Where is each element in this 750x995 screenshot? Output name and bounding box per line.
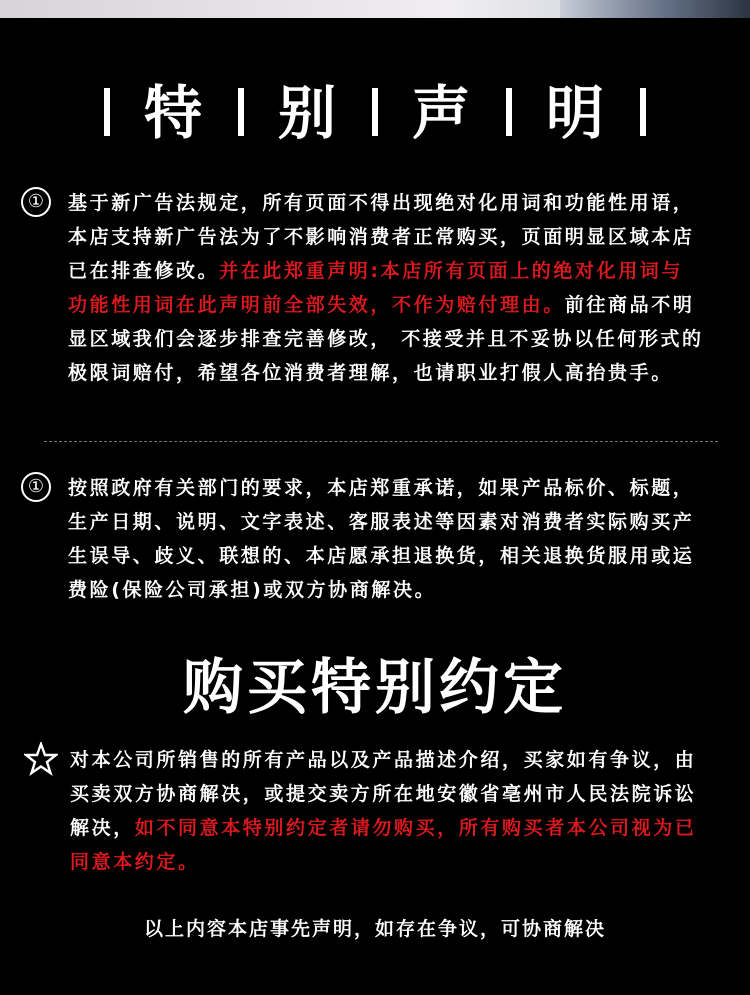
footer-note: 以上内容本店事先声明，如存在争议，可协商解决 xyxy=(143,918,606,940)
page-title xyxy=(0,78,750,148)
title-char: 声 xyxy=(412,79,473,147)
top-image-strip xyxy=(0,0,750,18)
top-image-dark-edge xyxy=(560,0,750,18)
title-char: 特 xyxy=(143,79,204,147)
title-separator xyxy=(640,88,646,136)
circled-number-one-icon: ① xyxy=(21,187,51,217)
declaration-2-text: 按照政府有关部门的要求，本店郑重承诺，如果产品标价、标题，生产日期、说明、文字表述、客服表述等因素对消费者实际购买产生误导、歧义、联想的、本店愿承担退换货，相关退换货服用或运费险(保险公司承担)或双方协商解决。 xyxy=(68,477,695,601)
agreement-text: 对本公司所销售的所有产品以及产品描述介绍，买家如有争议，由买卖双方协商解决，或提交卖方所在地安徽省亳州市人民法院诉讼解决， xyxy=(70,749,697,839)
circled-number-one-icon: ① xyxy=(21,472,51,502)
declaration-1-red-text: 并在此郑重声明:本店所有页面上的绝对化用词与功能性用词在此声明前全部失效，不作为赔付理由。 xyxy=(68,260,684,316)
title-char: 明 xyxy=(546,79,607,147)
declaration-paragraph-1 xyxy=(68,186,704,390)
title-separator xyxy=(372,88,378,136)
agreement-red-text: 如不同意本特别约定者请勿购买，所有购买者本公司视为已同意本约定。 xyxy=(70,817,697,873)
title-separator xyxy=(104,88,110,136)
declaration-paragraph-2 xyxy=(68,471,704,607)
title-char: 别 xyxy=(277,79,338,147)
declaration-1-text: 基于新广告法规定，所有页面不得出现绝对化用词和功能性用语，本店支持新广告法为了不影响消费者正常购买，页面明显区域本店已在排查修改。 xyxy=(68,192,695,282)
dashed-divider xyxy=(44,441,718,442)
title-separator xyxy=(506,88,512,136)
special-agreement-heading: 购买特别约定 xyxy=(183,653,567,723)
title-separator xyxy=(238,88,244,136)
agreement-paragraph xyxy=(70,743,710,879)
star-outline-icon xyxy=(24,742,58,776)
declaration-1-text-cont: 前往商品不明显区域我们会逐步排查完善修改， 不接受并且不妥协以任何形式的极限词赔付，希望各位消费者理解，也请职业打假人高抬贵手。 xyxy=(68,294,704,384)
